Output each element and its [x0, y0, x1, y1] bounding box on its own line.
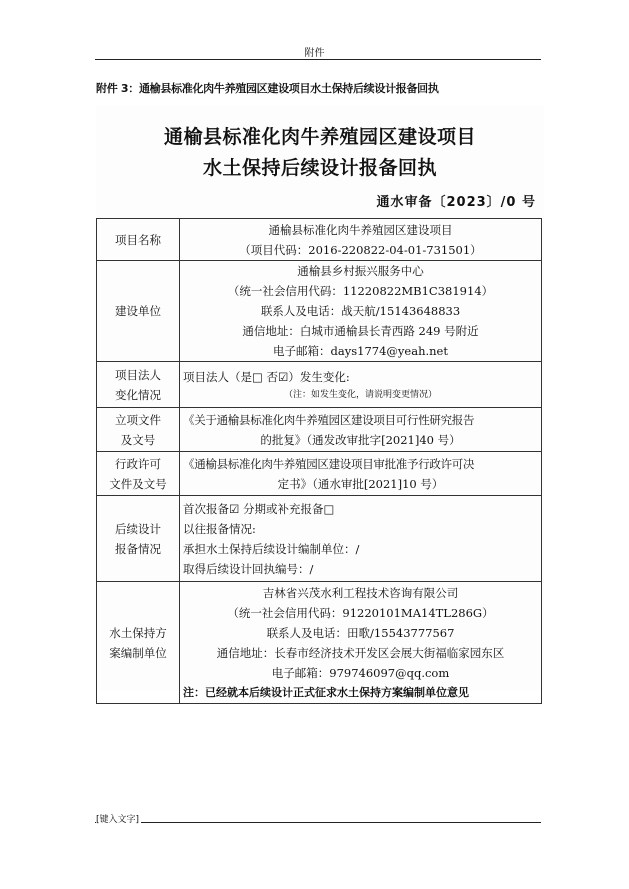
label-permit-line2: 文件及文号 — [109, 476, 167, 491]
value-approval — [180, 408, 542, 452]
permit-line2: 定书》（通水审批[2021]10 号） — [277, 476, 444, 491]
followup-previous: 以往报备情况: — [183, 521, 256, 536]
plan-unit-contact: 联系人及电话：田歌/15543777567 — [266, 625, 455, 640]
label-permit-line1: 行政许可 — [115, 456, 161, 471]
unit-contact: 联系人及电话：战天航/15143648833 — [260, 304, 461, 318]
value-plan-unit — [180, 582, 542, 704]
header-rule — [95, 59, 541, 60]
row-approval — [97, 408, 542, 452]
value-construction-unit — [180, 261, 542, 362]
label-legal-person-line1: 项目法人 — [115, 367, 161, 382]
permit-line1: 《通榆县标准化肉牛养殖园区建设项目审批准予行政许可决 — [183, 456, 475, 471]
unit-address: 通信地址：白城市通榆县长青西路 249 号附近 — [242, 324, 479, 338]
label-project-name: 项目名称 — [97, 219, 180, 261]
row-legal-person — [97, 362, 542, 408]
unit-name: 通榆县乡村振兴服务中心 — [297, 264, 424, 278]
document-number: 通水审备〔2023〕/0 号 — [376, 195, 536, 210]
approval-line2: 的批复》（通发改审批字[2021]40 号） — [260, 432, 461, 447]
label-followup — [97, 496, 180, 582]
attachment-title: 附件 3：通榆县标准化肉牛养殖园区建设项目水土保持后续设计报备回执 — [96, 82, 439, 95]
project-name-text: 通榆县标准化肉牛养殖园区建设项目 — [268, 222, 453, 237]
plan-unit-address: 通信地址：长春市经济技术开发区会展大街福临家园东区 — [216, 645, 505, 660]
unit-credit-code: （统一社会信用代码：11220822MB1C381914） — [227, 284, 494, 298]
scanned-receipt — [96, 106, 544, 699]
footer-rule — [95, 822, 541, 823]
row-permit — [97, 452, 542, 496]
followup-first: 首次报备☑ 分期或补充报备□ — [183, 501, 335, 516]
label-construction-unit: 建设单位 — [97, 261, 180, 362]
label-approval — [97, 408, 180, 452]
followup-design-unit: 承担水土保持后续设计编制单位：/ — [183, 541, 360, 556]
label-plan-unit — [97, 582, 180, 704]
value-legal-person — [180, 362, 542, 408]
plan-unit-name: 吉林省兴茂水利工程技术咨询有限公司 — [262, 585, 459, 600]
receipt-table — [96, 218, 542, 704]
followup-receipt-number: 取得后续设计回执编号：/ — [183, 561, 314, 576]
value-permit — [180, 452, 542, 496]
label-legal-person-line2: 变化情况 — [115, 387, 161, 402]
label-plan-unit-line2: 案编制单位 — [109, 645, 167, 660]
receipt-title-line2: 水土保持后续设计报备回执 — [202, 157, 437, 179]
label-approval-line2: 及文号 — [120, 432, 156, 447]
label-approval-line1: 立项文件 — [115, 412, 161, 427]
receipt-title-line1: 通榆县标准化肉牛养殖园区建设项目 — [163, 126, 476, 148]
label-followup-line2: 报备情况 — [115, 541, 161, 556]
label-legal-person — [97, 362, 180, 408]
row-construction-unit — [97, 261, 542, 362]
row-plan-unit — [97, 582, 542, 704]
label-followup-line1: 后续设计 — [115, 521, 161, 536]
label-plan-unit-line1: 水土保持方 — [109, 625, 167, 640]
footer-placeholder-text: [键入文字] — [96, 812, 141, 825]
legal-person-note: （注：如发生变化，请说明变更情况） — [283, 389, 437, 400]
label-permit — [97, 452, 180, 496]
value-followup — [180, 496, 542, 582]
plan-unit-note: 注：已经就本后续设计正式征求水土保持方案编制单位意见 — [183, 685, 469, 699]
plan-unit-email: 电子邮箱：979746097@qq.com — [271, 665, 450, 680]
approval-line1: 《关于通榆县标准化肉牛养殖园区建设项目可行性研究报告 — [183, 412, 475, 427]
plan-unit-credit-code: （统一社会信用代码：91220101MA14TL286G） — [227, 605, 494, 620]
legal-person-change: 项目法人（是□ 否☑）发生变化: — [183, 369, 350, 384]
value-project-name — [180, 219, 542, 261]
project-code-text: （项目代码：2016-220822-04-01-731501） — [239, 242, 482, 257]
row-project-name — [97, 219, 542, 261]
unit-email: 电子邮箱：days1774@yeah.net — [273, 344, 448, 358]
row-followup — [97, 496, 542, 582]
page-header-label: 附件 — [304, 48, 325, 59]
